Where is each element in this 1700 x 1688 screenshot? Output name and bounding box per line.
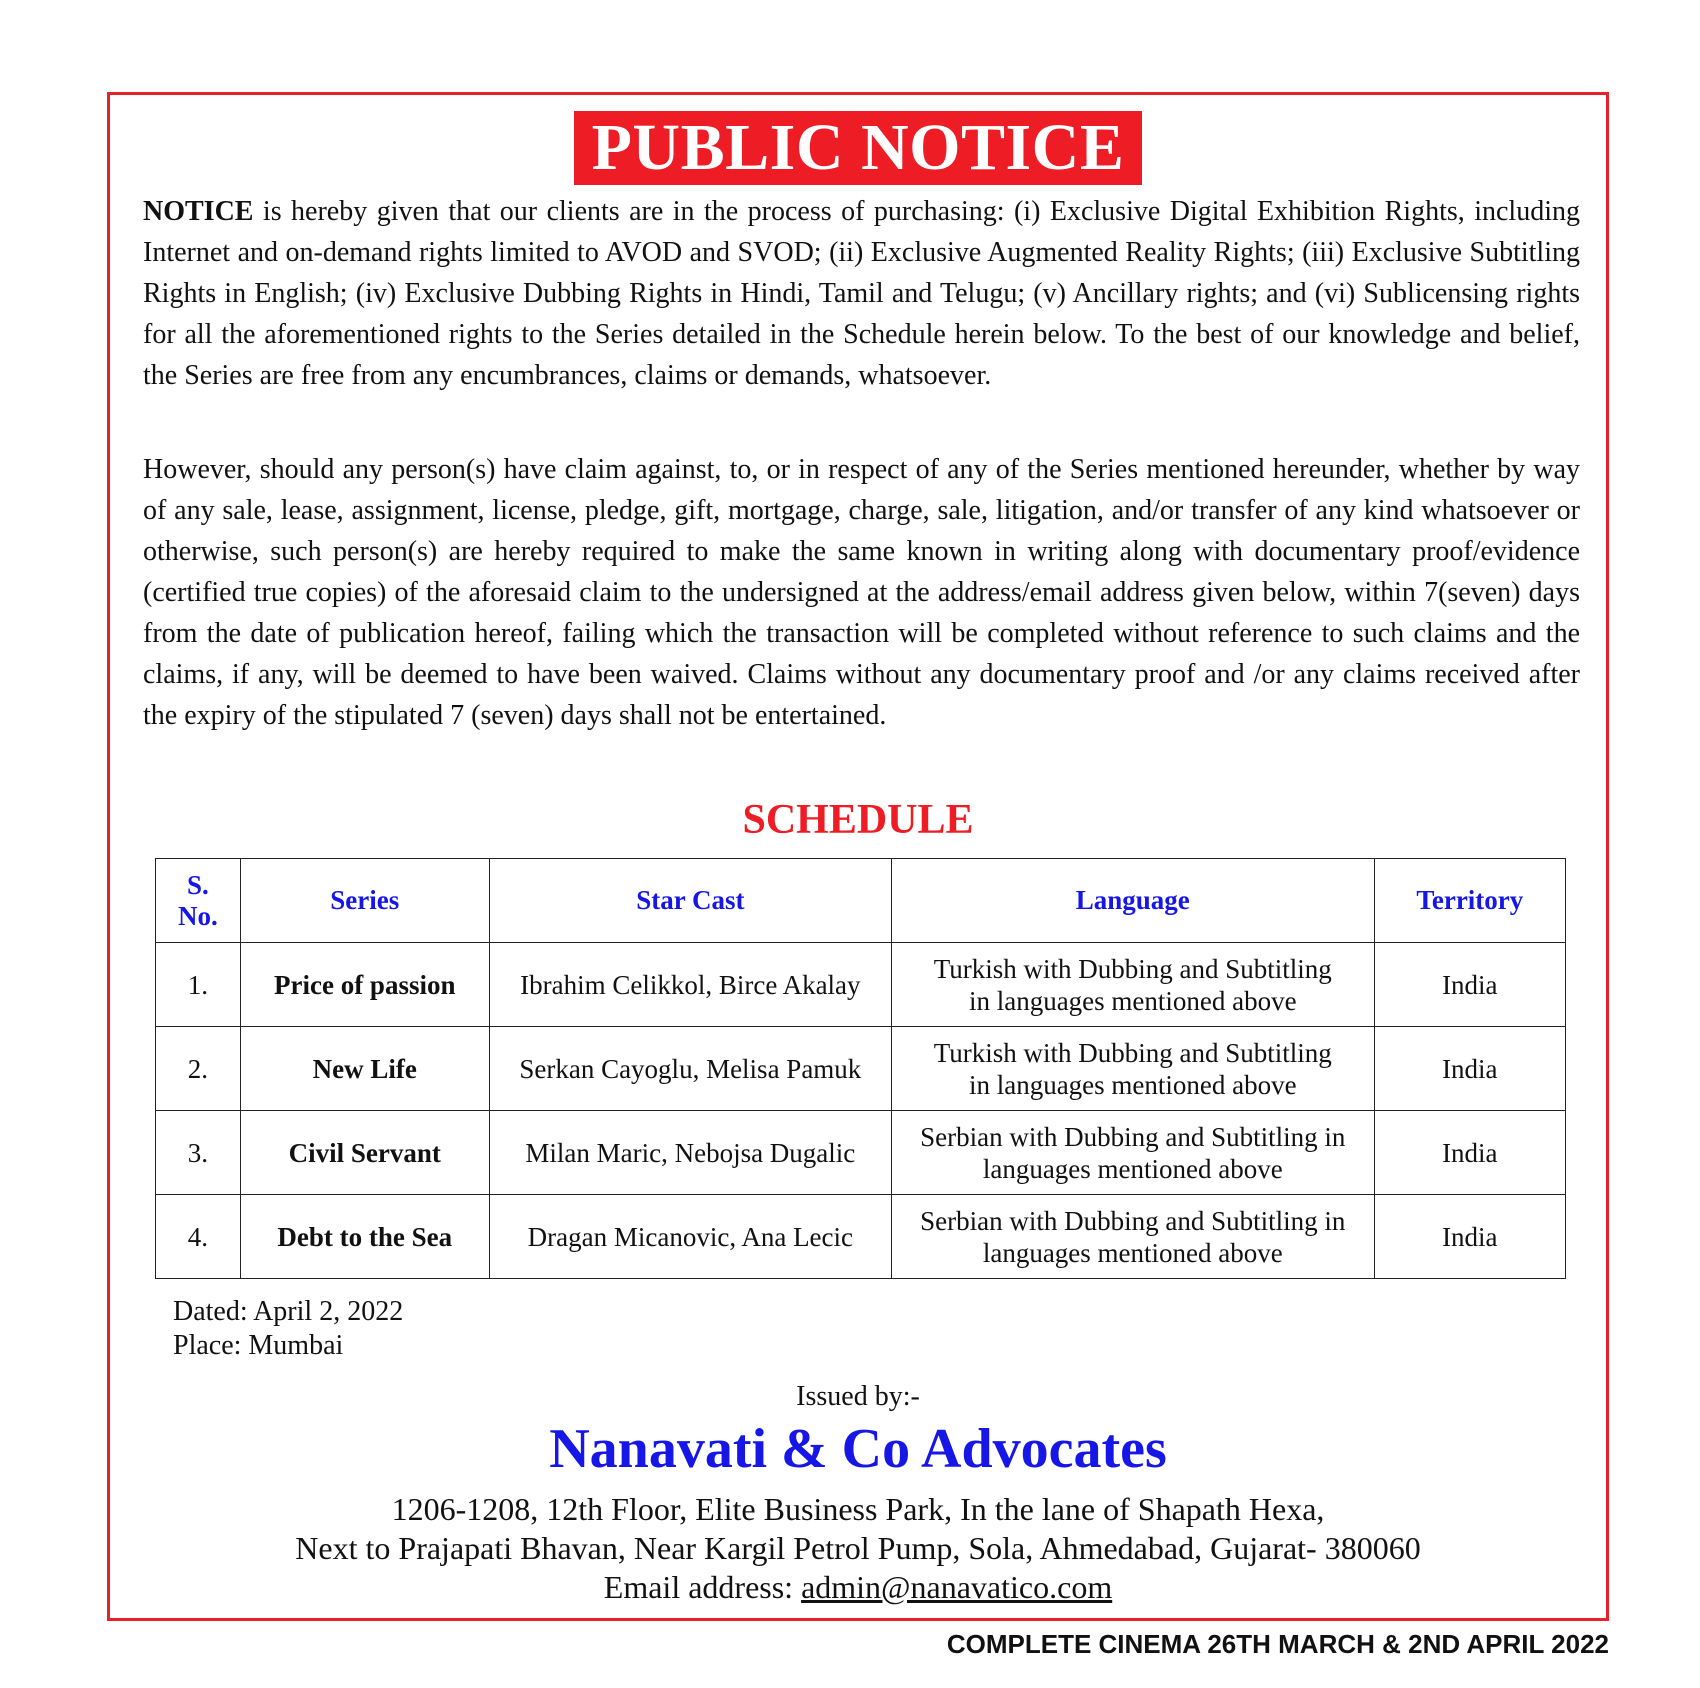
header-language: Language (891, 859, 1374, 943)
language-line2: languages mentioned above (982, 1237, 1283, 1268)
language-line2: in languages mentioned above (968, 985, 1297, 1016)
language-line1: Turkish with Dubbing and Subtitling (933, 953, 1332, 984)
cell-series: New Life (240, 1027, 489, 1111)
notice-paragraph-1-text: is hereby given that our clients are in the process of purchasing: (i) Exclusive Digital Exhibition Rights, including Internet and on-demand rights limited to AVOD and SVOD; (ii) Exclusive Augmented Reality Rights; (iii) Exclusive Subtitling Rights in English; (iv) Exclusive Dubbing Rights in Hindi, Tamil and Telugu; (v) Ancillary rights; and (vi) Sublicensing rights for all the aforementioned rights to the Series detailed in the Schedule herein below. To the best of our knowledge and belief, the Series are free from any encumbrances, claims or demands, whatsoever. (143, 196, 1580, 391)
language-line1: Serbian with Dubbing and Subtitling in (920, 1121, 1346, 1152)
cell-language (891, 943, 1374, 1027)
notice-paragraph-2: However, should any person(s) have claim against, to, or in respect of any of the Series mentioned hereunder, whether by way of any sale, lease, assignment, license, pledge, gift, mortgage, charge, sale, litigation, and/or transfer of any kind whatsoever or otherwise, such person(s) are hereby required to make the same known in writing along with documentary proof/evidence (certified true copies) of the aforesaid claim to the undersigned at the address/email address given below, within 7(seven) days from the date of publication hereof, failing which the transaction will be completed without reference to such claims and the claims, if any, will be deemed to have been waived. Claims without any documentary proof and /or any claims received after the expiry of the stipulated 7 (seven) days shall not be entertained. (143, 454, 1580, 731)
language-line2: languages mentioned above (982, 1153, 1283, 1184)
table-row (156, 1027, 1566, 1111)
email-link[interactable]: admin@nanavatico.com (801, 1569, 1113, 1605)
issued-by-label: Issued by:- (796, 1381, 920, 1412)
header-series: Series (240, 859, 489, 943)
title-wrap (110, 111, 1606, 185)
cell-series: Price of passion (240, 943, 489, 1027)
header-sno-line1: S. (187, 869, 209, 900)
email-label: Email address: (603, 1569, 802, 1605)
cell-star-cast: Serkan Cayoglu, Melisa Pamuk (489, 1027, 891, 1111)
dated-text: Dated: April 2, 2022 (173, 1296, 404, 1327)
notice-frame (107, 92, 1609, 1621)
table-header-row (156, 859, 1566, 943)
language-line2: in languages mentioned above (968, 1069, 1297, 1100)
table-row (156, 1111, 1566, 1195)
cell-sno: 1. (156, 943, 241, 1027)
cell-territory: India (1374, 1027, 1565, 1111)
notice-title: PUBLIC NOTICE (574, 111, 1143, 185)
header-sno-line2: No. (178, 900, 218, 931)
header-star-cast: Star Cast (489, 859, 891, 943)
cell-star-cast: Ibrahim Celikkol, Birce Akalay (489, 943, 891, 1027)
cell-star-cast: Dragan Micanovic, Ana Lecic (489, 1195, 891, 1279)
firm-name: Nanavati & Co Advocates (549, 1418, 1167, 1480)
address-block (110, 1490, 1606, 1607)
language-line1: Serbian with Dubbing and Subtitling in (920, 1205, 1346, 1236)
cell-sno: 4. (156, 1195, 241, 1279)
cell-sno: 3. (156, 1111, 241, 1195)
schedule-title: SCHEDULE (742, 797, 974, 843)
notice-lead-word: NOTICE (143, 196, 254, 227)
cell-language (891, 1195, 1374, 1279)
cell-sno: 2. (156, 1027, 241, 1111)
footer-publication-line: COMPLETE CINEMA 26TH MARCH & 2ND APRIL 2022 (946, 1629, 1609, 1659)
place-text: Place: Mumbai (173, 1330, 344, 1361)
cell-series: Debt to the Sea (240, 1195, 489, 1279)
cell-language (891, 1027, 1374, 1111)
notice-paragraph-1 (143, 191, 1580, 396)
cell-territory: India (1374, 943, 1565, 1027)
cell-series: Civil Servant (240, 1111, 489, 1195)
cell-language (891, 1111, 1374, 1195)
cell-territory: India (1374, 1195, 1565, 1279)
table-row (156, 943, 1566, 1027)
language-line1: Turkish with Dubbing and Subtitling (933, 1037, 1332, 1068)
header-sno (156, 859, 241, 943)
cell-territory: India (1374, 1111, 1565, 1195)
date-place-block (173, 1295, 403, 1363)
address-line-2: Next to Prajapati Bhavan, Near Kargil Petrol Pump, Sola, Ahmedabad, Gujarat- 380060 (295, 1530, 1421, 1566)
header-territory: Territory (1374, 859, 1565, 943)
schedule-table (155, 858, 1566, 1279)
table-row (156, 1195, 1566, 1279)
address-line-1: 1206-1208, 12th Floor, Elite Business Park, In the lane of Shapath Hexa, (391, 1491, 1325, 1527)
email-line (110, 1568, 1606, 1607)
cell-star-cast: Milan Maric, Nebojsa Dugalic (489, 1111, 891, 1195)
